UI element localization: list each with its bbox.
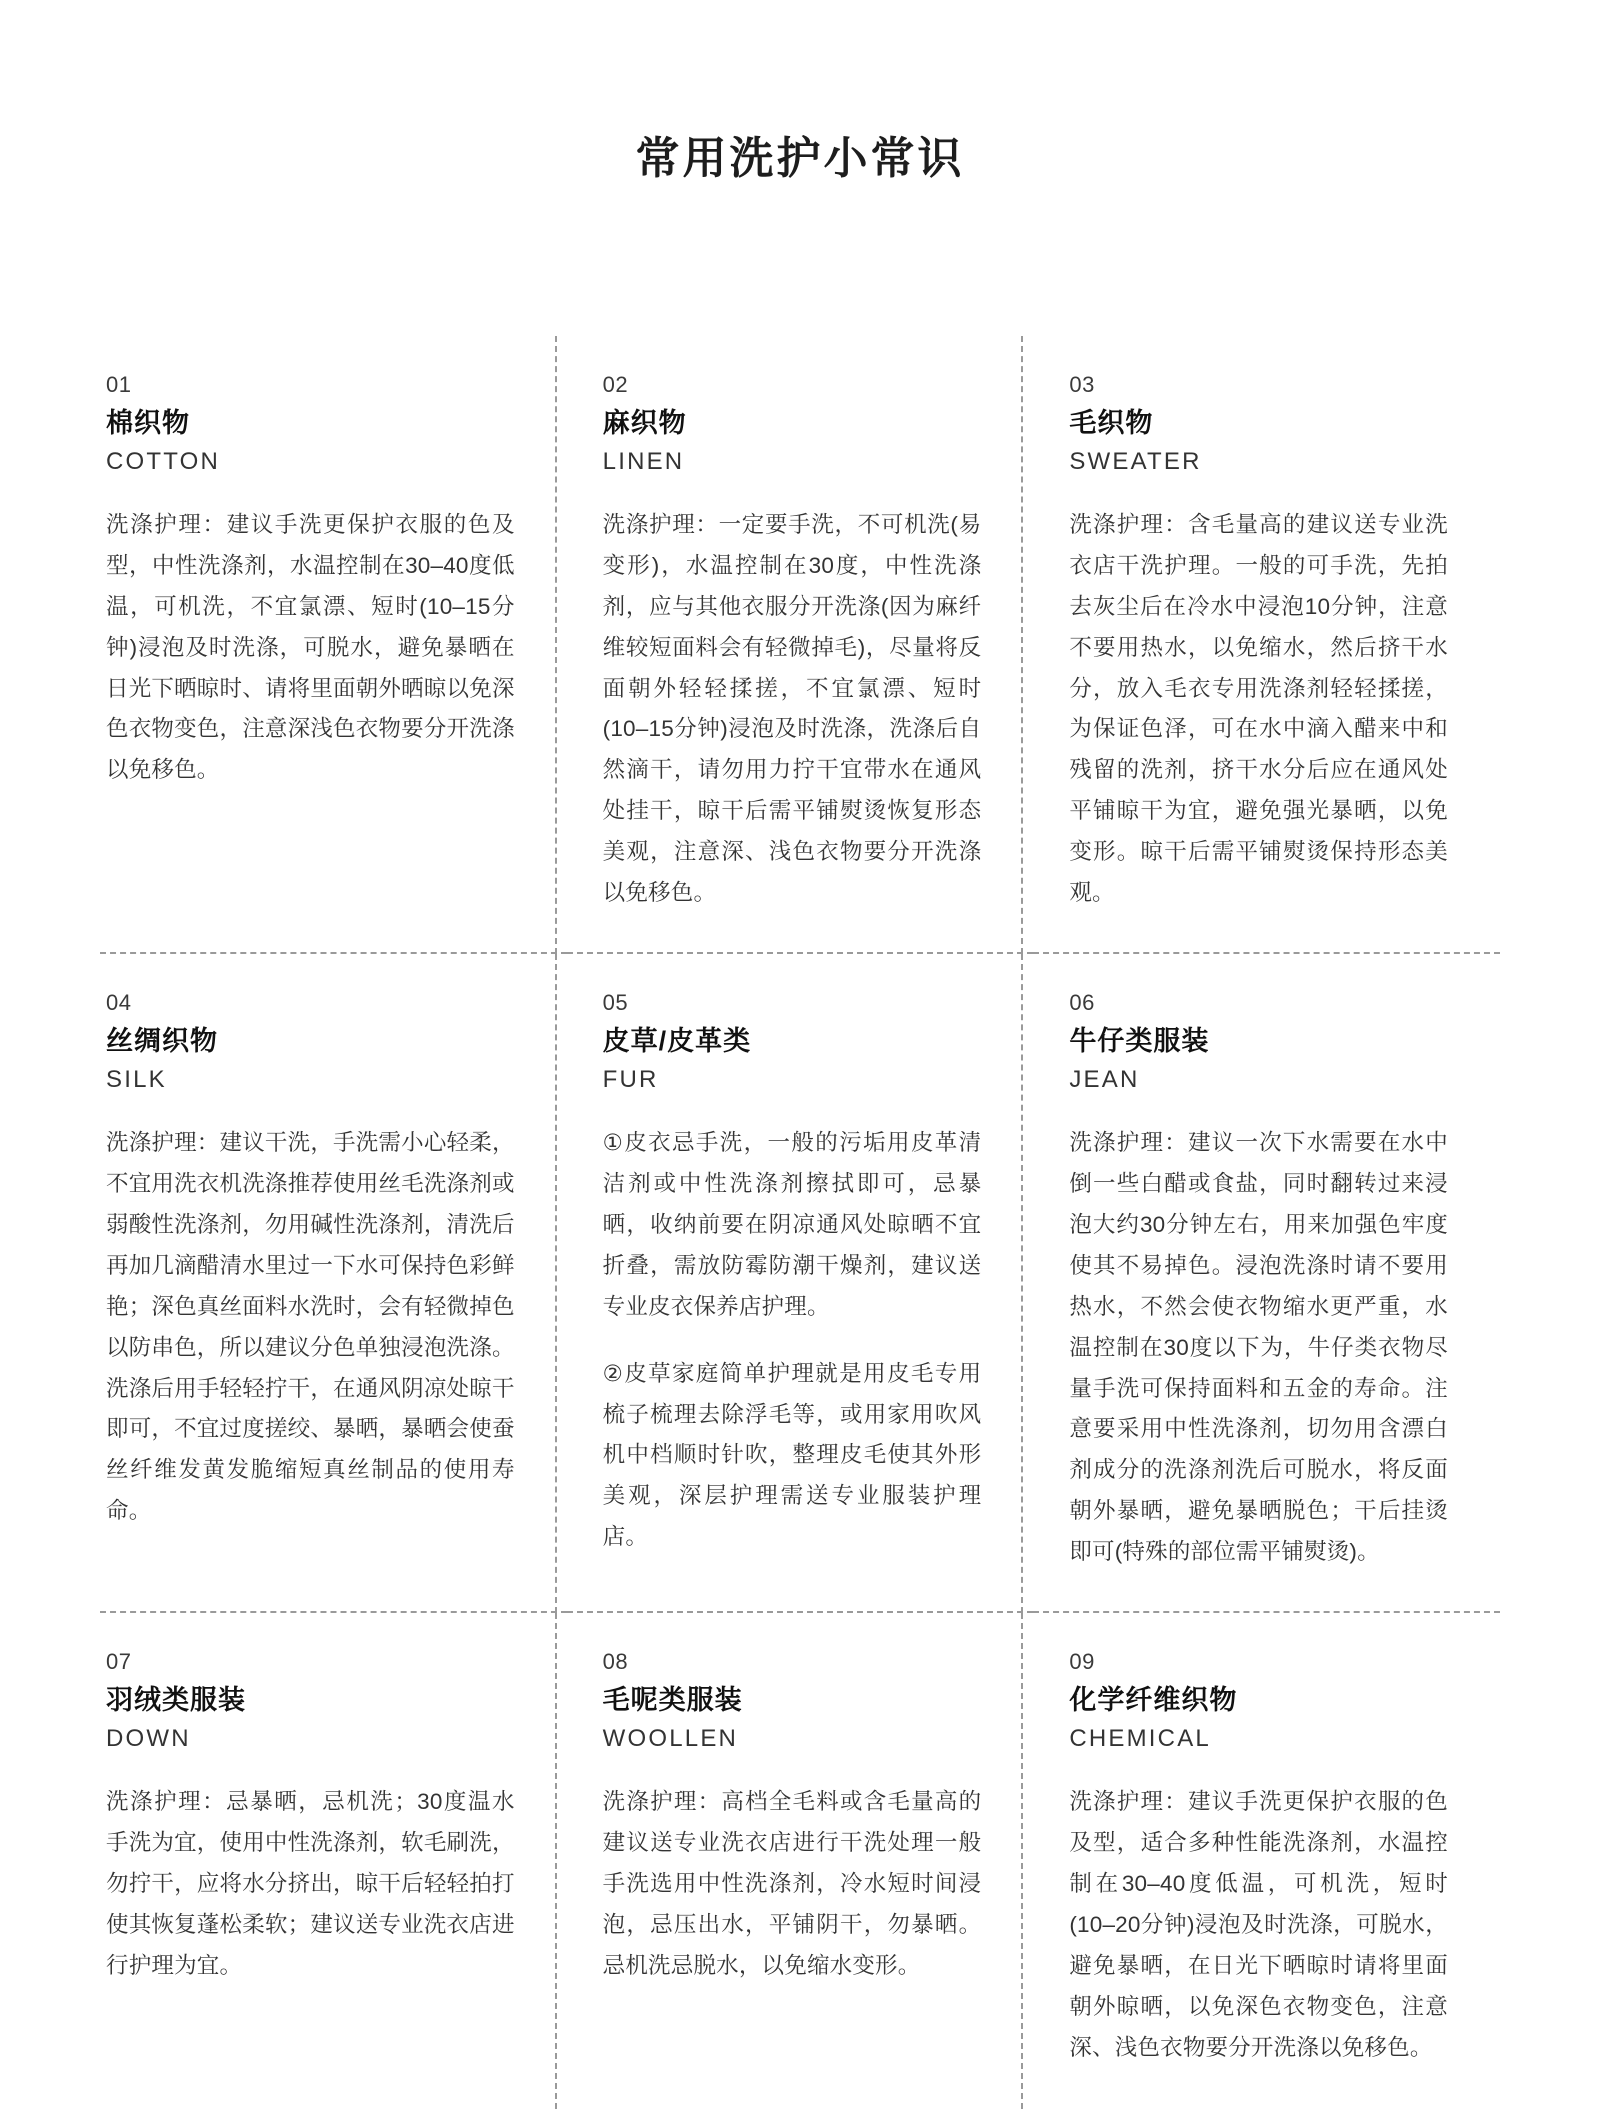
- card-title-cn: 毛织物: [1069, 408, 1154, 438]
- card-body-paragraph: 洗涤护理：高档全毛料或含毛量高的建议送专业洗衣店进行干洗处理一般手洗选用中性洗涤剂，冷水短时间浸泡，忌压出水，平铺阴干，勿暴晒。忌机洗忌脱水，以免缩水变形。: [602, 1788, 982, 1978]
- card-number: 01: [106, 372, 132, 397]
- card-number: 09: [1069, 1649, 1095, 1675]
- card-body-paragraph: 洗涤护理：含毛量高的建议送专业洗衣店干洗护理。一般的可手洗，先拍去灰尘后在冷水中浸泡10分钟，注意不要用热水，以免缩水，然后挤干水分，放入毛衣专用洗涤剂轻轻揉搓，为保证色泽，可在水中滴入醋来中和残留的洗剂，挤干水分后应在通风处平铺晾干为宜，避免强光暴晒，以免变形。晾干后需平铺熨烫保持形态美观。: [1069, 511, 1448, 906]
- card-title-cn: 羽绒类服装: [106, 1685, 246, 1716]
- card-title-cn: 棉织物: [106, 408, 190, 438]
- card-title-en: FUR: [602, 1065, 659, 1093]
- care-card: [100, 336, 567, 954]
- card-title-en: JEAN: [1069, 1065, 1140, 1093]
- card-number: 03: [1069, 372, 1095, 397]
- card-body-paragraph: 洗涤护理：建议手洗更保护衣服的色及型，适合多种性能洗涤剂，水温控制在30–40度低温，可机洗，短时(10–20分钟)浸泡及时洗涤，可脱水，避免暴晒，在日光下晒晾时请将里面朝外晾晒，以免深色衣物变色，注意深、浅色衣物要分开洗涤以免移色。: [1069, 1788, 1448, 2060]
- card-title-cn: 化学纤维织物: [1069, 1685, 1238, 1716]
- card-number: 02: [602, 372, 629, 397]
- care-card-grid: [100, 336, 1500, 2109]
- care-card: [567, 1613, 1034, 2108]
- card-title-cn: 麻织物: [602, 408, 687, 438]
- care-card: [1033, 1613, 1500, 2108]
- card-title-en: WOOLLEN: [602, 1724, 739, 1752]
- page-title: 常用洗护小常识: [635, 134, 965, 183]
- card-number: 05: [602, 990, 629, 1016]
- card-title-cn: 毛呢类服装: [602, 1685, 743, 1716]
- care-card: [100, 1613, 567, 2108]
- card-title-en: DOWN: [106, 1724, 191, 1752]
- card-body-paragraph: 洗涤护理：建议一次下水需要在水中倒一些白醋或食盐，同时翻转过来浸泡大约30分钟左右，用来加强色牢度使其不易掉色。浸泡洗涤时请不要用热水，不然会使衣物缩水更严重，水温控制在30度以下为，牛仔类衣物尽量手洗可保持面料和五金的寿命。注意要采用中性洗涤剂，切勿用含漂白剂成分的洗涤剂洗后可脱水，将反面朝外暴晒，避免暴晒脱色；干后挂烫即可(特殊的部位需平铺熨烫)。: [1069, 1129, 1448, 1565]
- card-title-cn: 皮草/皮革类: [602, 1026, 752, 1057]
- card-title-cn: 牛仔类服装: [1069, 1026, 1210, 1057]
- card-title-en: COTTON: [106, 447, 221, 475]
- card-body-paragraph: ①皮衣忌手洗，一般的污垢用皮革清洁剂或中性洗涤剂擦拭即可，忌暴晒，收纳前要在阴凉通风处晾晒不宜折叠，需放防霉防潮干燥剂，建议送专业皮衣保养店护理。: [602, 1129, 982, 1319]
- card-title-en: LINEN: [602, 447, 685, 475]
- card-number: 07: [106, 1649, 132, 1675]
- card-title-cn: 丝绸织物: [106, 1026, 218, 1057]
- care-card: [1033, 336, 1500, 954]
- care-card: [1033, 954, 1500, 1613]
- care-card: [100, 954, 567, 1613]
- card-number: 06: [1069, 990, 1095, 1016]
- card-number: 04: [106, 990, 132, 1016]
- card-body-paragraph: 洗涤护理：忌暴晒，忌机洗；30度温水手洗为宜，使用中性洗涤剂，软毛刷洗，勿拧干，应将水分挤出，晾干后轻轻拍打使其恢复蓬松柔软；建议送专业洗衣店进行护理为宜。: [106, 1788, 515, 1978]
- card-body-paragraph: 洗涤护理：建议手洗更保护衣服的色及型，中性洗涤剂，水温控制在30–40度低温，可机洗，不宜氯漂、短时(10–15分钟)浸泡及时洗涤，可脱水，避免暴晒在日光下晒晾时、请将里面朝外晒晾以免深色衣物变色，注意深浅色衣物要分开洗涤以免移色。: [106, 511, 515, 783]
- card-title-en: SWEATER: [1069, 447, 1202, 475]
- card-title-en: SILK: [106, 1065, 167, 1093]
- card-body-paragraph: ②皮草家庭简单护理就是用皮毛专用梳子梳理去除浮毛等，或用家用吹风机中档顺时针吹，整理皮毛使其外形美观，深层护理需送专业服装护理店。: [602, 1360, 982, 1550]
- card-title-en: CHEMICAL: [1069, 1724, 1211, 1752]
- card-body-paragraph: 洗涤护理：建议干洗，手洗需小心轻柔，不宜用洗衣机洗涤推荐使用丝毛洗涤剂或弱酸性洗涤剂，勿用碱性洗涤剂，清洗后再加几滴醋清水里过一下水可保持色彩鲜艳；深色真丝面料水洗时，会有轻微掉色以防串色，所以建议分色单独浸泡洗涤。洗涤后用手轻轻拧干，在通风阴凉处晾干即可，不宜过度搓绞、暴晒，暴晒会使蚕丝纤维发黄发脆缩短真丝制品的使用寿命。: [106, 1129, 515, 1524]
- card-body-paragraph: 洗涤护理：一定要手洗，不可机洗(易变形)，水温控制在30度，中性洗涤剂，应与其他衣服分开洗涤(因为麻纤维较短面料会有轻微掉毛)，尽量将反面朝外轻轻揉搓，不宜氯漂、短时(10–15分钟)浸泡及时洗涤，洗涤后自然滴干，请勿用力拧干宜带水在通风处挂干，晾干后需平铺熨烫恢复形态美观，注意深、浅色衣物要分开洗涤以免移色。: [602, 511, 982, 906]
- care-card: [567, 954, 1034, 1613]
- card-number: 08: [602, 1649, 629, 1675]
- care-card: [567, 336, 1034, 954]
